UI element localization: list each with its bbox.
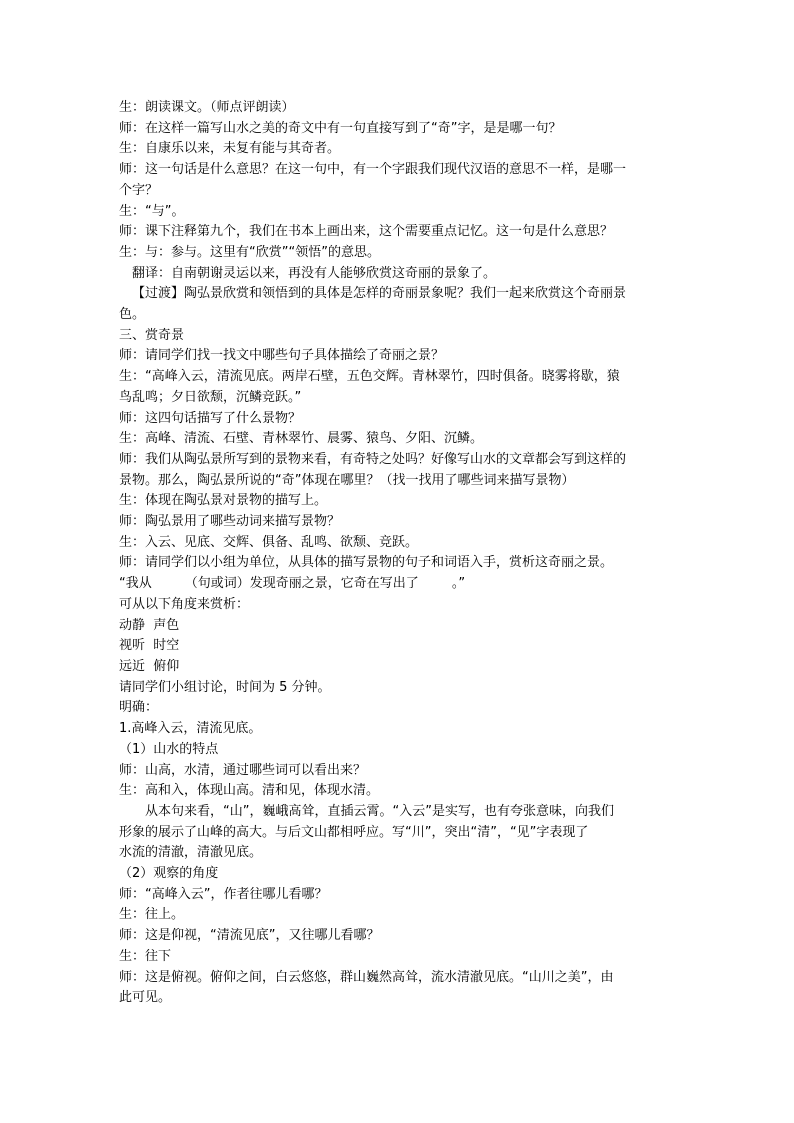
text-line: 师：“高峰入云”，作者往哪儿看哪？ bbox=[119, 886, 328, 902]
text-line: 师：山高，水清，通过哪些词可以看出来？ bbox=[119, 762, 367, 778]
text-line: 【过渡】陶弘景欣赏和领悟到的具体是怎样的奇丽景象呢？我们一起来欣赏这个奇丽景 bbox=[132, 286, 627, 302]
text-line: 生：“与”。 bbox=[119, 203, 185, 219]
section-heading: 三、赏奇景 bbox=[119, 327, 185, 343]
text-line: 生：“高峰入云，清流见底。两岸石壁，五色交辉。青林翠竹，四时俱备。晓雾将歇，猿 bbox=[119, 369, 620, 385]
sub-heading: （1）山水的特点 bbox=[119, 741, 219, 757]
text-line: 动静 声色 bbox=[119, 617, 180, 633]
text-line: 生：体现在陶弘景对景物的描写上。 bbox=[119, 493, 328, 509]
text-line: 翻译：自南朝谢灵运以来，再没有人能够欣赏这奇丽的景象了。 bbox=[132, 265, 497, 281]
text-line: 师：课下注释第九个，我们在书本上画出来，这个需要重点记忆。这一句是什么意思？ bbox=[119, 224, 614, 240]
text-line: 师：陶弘景用了哪些动词来描写景物？ bbox=[119, 514, 341, 530]
text-line: 师：这四句话描写了什么景物？ bbox=[119, 410, 302, 426]
text-line: 师：我们从陶弘景所写到的景物来看，有奇特之处吗？好像写山水的文章都会写到这样的 bbox=[119, 451, 627, 467]
text-line: 水流的清澈，清澈见底。 bbox=[119, 845, 263, 861]
text-line: 生：往下 bbox=[119, 948, 172, 964]
sub-heading: （2）观察的角度 bbox=[119, 866, 219, 882]
text-line: 生：入云、见底、交辉、俱备、乱鸣、欲颓、竞跃。 bbox=[119, 534, 419, 550]
text-line: 视听 时空 bbox=[119, 638, 180, 654]
text-line: 可从以下角度来赏析： bbox=[119, 596, 250, 612]
text-line: 色。 bbox=[119, 307, 146, 323]
text-line: 师：这是仰视，“清流见底”，又往哪儿看哪？ bbox=[119, 928, 380, 944]
text-line: 师：这是俯视。俯仰之间，白云悠悠，群山巍然高耸，流水清澈见底。“山川之美”，由 bbox=[119, 969, 614, 985]
text-line: 远近 俯仰 bbox=[119, 658, 180, 674]
text-line: 师：请同学们以小组为单位，从具体的描写景物的句子和词语入手，赏析这奇丽之景。 bbox=[119, 555, 614, 571]
text-line: 形象的展示了山峰的高大。与后文山都相呼应。写“川”，突出“清”，“见”字表现了 bbox=[119, 824, 589, 840]
text-line: 此可见。 bbox=[119, 990, 172, 1006]
text-line: 请同学们小组讨论，时间为 5 分钟。 bbox=[119, 679, 331, 695]
text-line: 师：在这样一篇写山水之美的奇文中有一句直接写到了“奇”字，是是哪一句？ bbox=[119, 120, 562, 136]
text-line: 生：自康乐以来，未复有能与其奇者。 bbox=[119, 141, 341, 157]
text-line: 景物。那么，陶弘景所说的“奇”体现在哪里？（找一找用了哪些词来描写景物） bbox=[119, 472, 575, 488]
text-line: 生：朗读课文。（师点评朗读） bbox=[119, 100, 295, 115]
text-line: 鸟乱鸣；夕日欲颓，沉鳞竞跃。” bbox=[119, 389, 302, 405]
text-line: 明确： bbox=[119, 700, 159, 716]
text-line: 师：请同学们找一找文中哪些句子具体描绘了奇丽之景？ bbox=[119, 348, 445, 364]
text-line: 生：高和入，体现山高。清和见，体现水清。 bbox=[119, 783, 380, 799]
text-line: 生：往上。 bbox=[119, 907, 185, 923]
text-line: 师：这一句话是什么意思？在这一句中，有一个字跟我们现代汉语的意思不一样，是哪一 bbox=[119, 162, 627, 178]
text-line: 从本句来看，“山”，巍峨高耸，直插云霄。“入云”是实写，也有夸张意味，向我们 bbox=[145, 803, 614, 819]
fill-in-prompt: “我从 （句或词）发现奇丽之景，它奇在写出了 。” bbox=[119, 576, 466, 592]
text-line: 个字？ bbox=[119, 182, 159, 198]
text-line: 生：高峰、清流、石壁、青林翠竹、晨雾、猿鸟、夕阳、沉鳞。 bbox=[119, 431, 484, 447]
numbered-heading: 1.高峰入云，清流见底。 bbox=[119, 721, 262, 737]
text-line: 生：与：参与。这里有“欣赏”“领悟”的意思。 bbox=[119, 244, 380, 260]
document-page bbox=[119, 98, 681, 1009]
